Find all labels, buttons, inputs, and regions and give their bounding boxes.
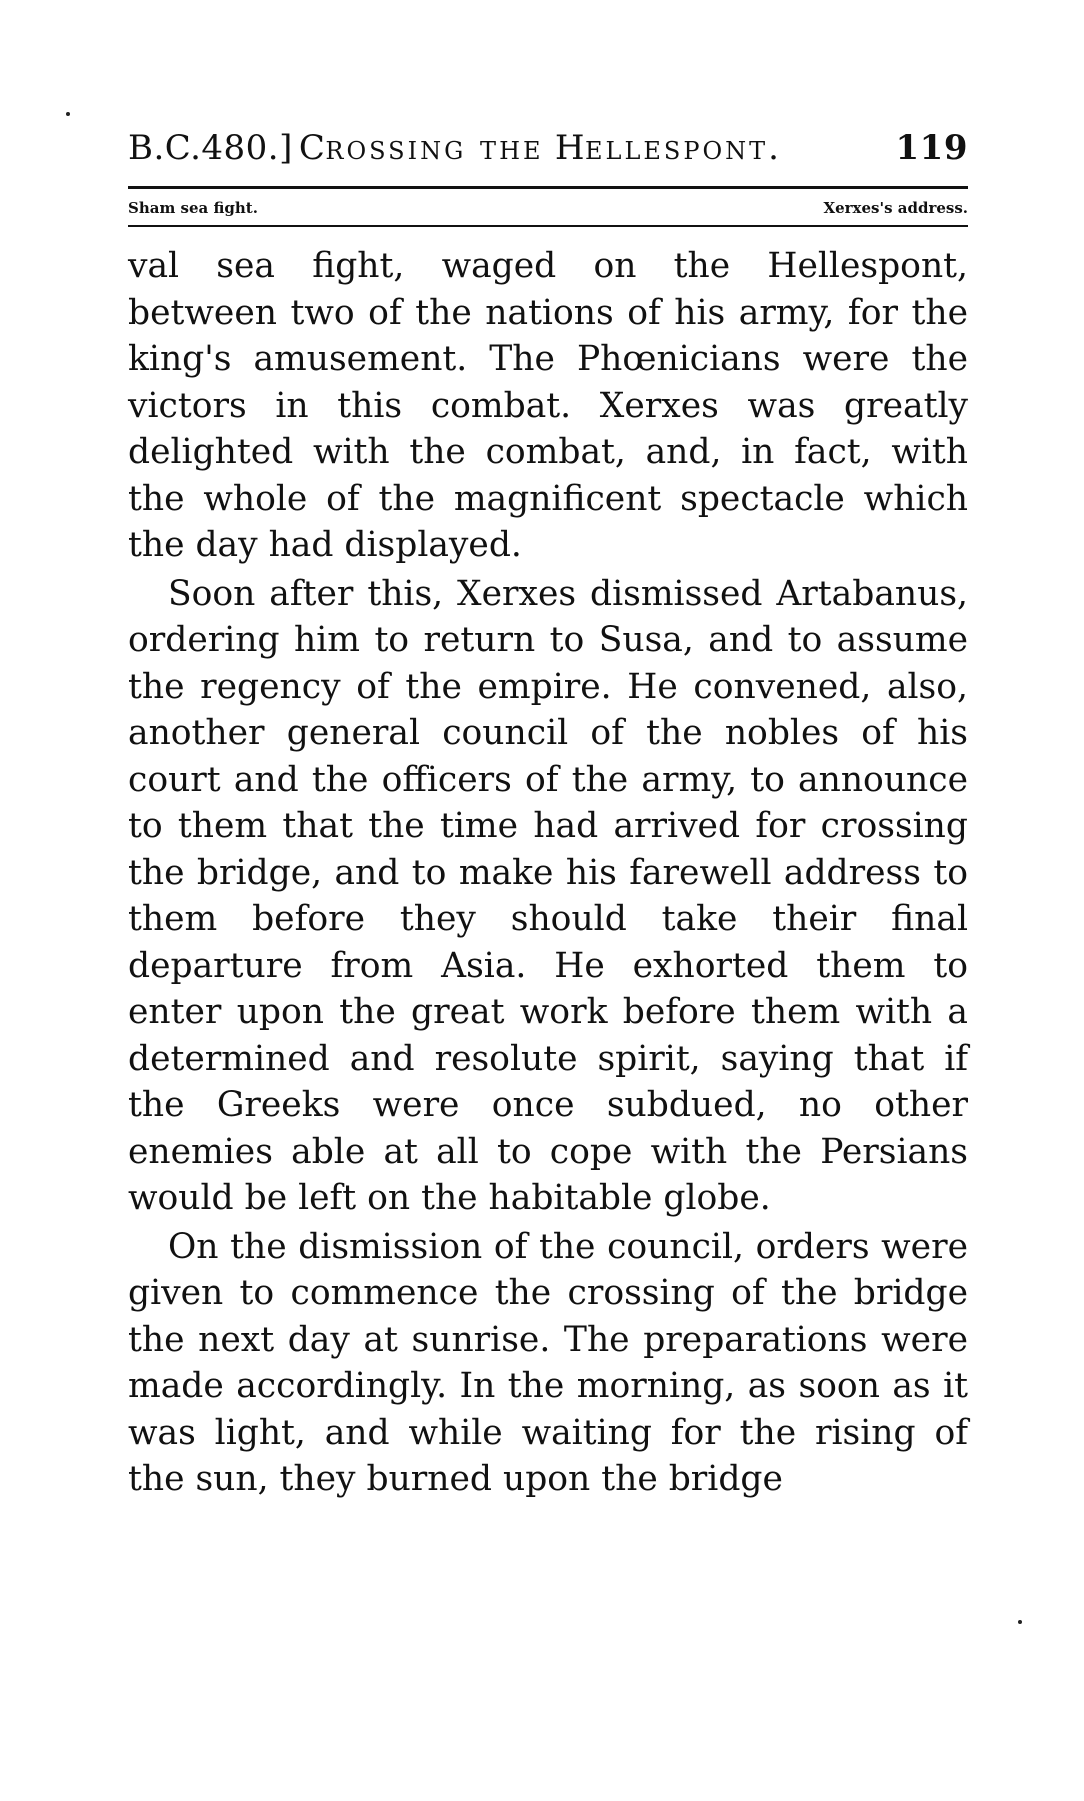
stray-mark [66,112,70,116]
paragraph: Soon after this, Xerxes dismissed Artabanus, ordering him to return to Susa, and to assume the regency of the empire. He convened, also, another general council of the nobles of his court and the officers of the army, to announce to them that the time had arrived for crossing the bridge, and to make his farewell address to them before they should take their final departure from Asia. He exhorted them to enter upon the great work before them with a determined and resolute spirit, saying that if the Greeks were once subdued, no other enemies able at all to cope with the Persians would be left on the habitable globe. [128,573,968,1218]
title-initial: C [298,128,326,168]
running-title [128,128,782,168]
stray-mark [1018,1620,1022,1624]
title-word: rossing the [325,128,544,168]
header-rule [128,186,968,189]
title-word: ellespont. [584,128,782,168]
side-note-left: Sham sea fight. [128,199,258,217]
running-head [128,128,968,168]
era-label: B.C.480.] [128,128,293,168]
page-number: 119 [895,128,968,168]
side-notes [128,197,968,219]
book-page [128,128,968,1503]
subhead-rule [128,225,968,227]
title-initial: H [554,128,585,168]
paragraph: val sea fight, waged on the Hellespont, between two of the nations of his army, for the king's amusement. The Phœnicians were the victors in this combat. Xerxes was greatly delighted with the combat, and, in fact, with the whole of the magnificent spectacle which the day had displayed. [128,246,968,565]
side-note-right: Xerxes's address. [823,199,968,217]
chapter-title [299,128,782,168]
paragraph: On the dismission of the council, orders were given to commence the crossing of the bridge the next day at sunrise. The preparations were made accordingly. In the morning, as soon as it was light, and while waiting for the rising of the sun, they burned upon the bridge [128,1226,968,1499]
body-text [128,243,968,1503]
